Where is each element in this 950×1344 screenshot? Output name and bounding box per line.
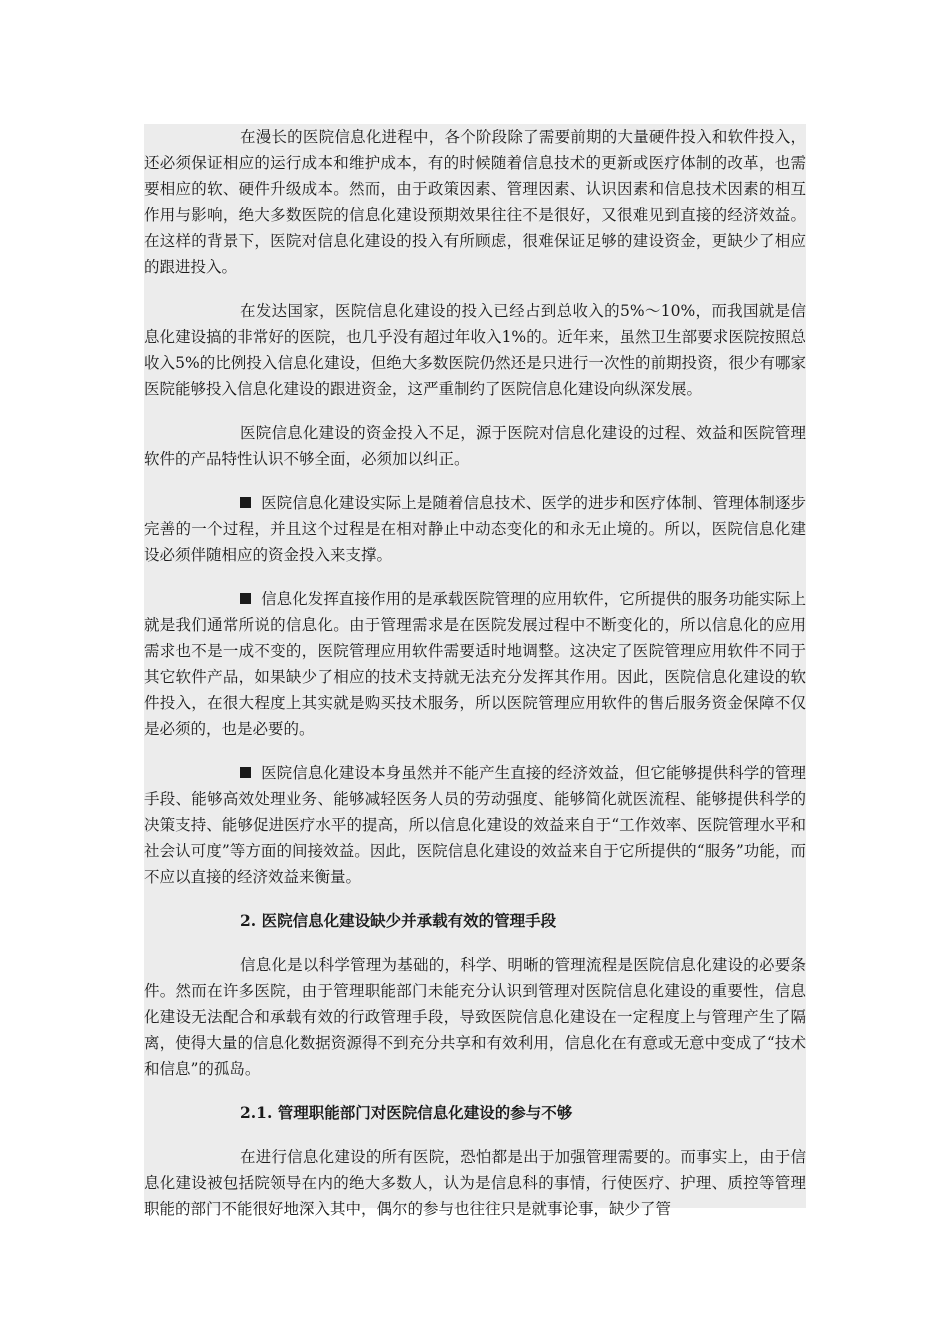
bullet-paragraph-process bbox=[144, 490, 806, 568]
paragraph-developed-countries: 在发达国家，医院信息化建设的投入已经占到总收入的5%～10%，而我国就是信息化建设搞的非常好的医院，也几乎没有超过年收入1%的。近年来，虽然卫生部要求医院按照总收入5%的比例投入信息化建设，但绝大多数医院仍然还是只进行一次性的前期投资，很少有哪家医院能够投入信息化建设的跟进资金，这严重制约了医院信息化建设向纵深发展。 bbox=[144, 302, 806, 398]
paragraph-funding-shortfall: 医院信息化建设的资金投入不足，源于医院对信息化建设的过程、效益和医院管理软件的产品特性认识不够全面，必须加以纠正。 bbox=[144, 424, 806, 468]
bullet-paragraph-benefits bbox=[144, 760, 806, 890]
bullet-paragraph-software bbox=[144, 586, 806, 742]
bullet-text: 信息化发挥直接作用的是承载医院管理的应用软件，它所提供的服务功能实际上就是我们通常所说的信息化。由于管理需求是在医院发展过程中不断变化的，所以信息化的应用需求也不是一成不变的，医院管理应用软件需要适时地调整。这决定了医院管理应用软件不同于其它软件产品，如果缺少了相应的技术支持就无法充分发挥其作用。因此，医院信息化建设的软件投入，在很大程度上其实就是购买技术服务，所以医院管理应用软件的售后服务资金保障不仅是必须的，也是必要的。 bbox=[144, 590, 806, 738]
square-bullet-icon bbox=[240, 497, 251, 508]
bullet-text: 医院信息化建设实际上是随着信息技术、医学的进步和医疗体制、管理体制逐步完善的一个过程，并且这个过程是在相对静止中动态变化的和永无止境的。所以，医院信息化建设必须伴随相应的资金投入来支撑。 bbox=[144, 494, 806, 564]
paragraph-participation: 在进行信息化建设的所有医院，恐怕都是出于加强管理需要的。而事实上，由于信息化建设被包括院领导在内的绝大多数人，认为是信息科的事情，行使医疗、护理、质控等管理职能的部门不能很好地深入其中，偶尔的参与也往往只是就事论事，缺少了管 bbox=[144, 1148, 806, 1218]
section-heading-2-1: 2.1. 管理职能部门对医院信息化建设的参与不够 bbox=[240, 1103, 573, 1122]
square-bullet-icon bbox=[240, 767, 251, 778]
bullet-text: 医院信息化建设本身虽然并不能产生直接的经济效益，但它能够提供科学的管理手段、能够高效处理业务、能够减轻医务人员的劳动强度、能够简化就医流程、能够提供科学的决策支持、能够促进医疗水平的提高，所以信息化建设的效益来自于“工作效率、医院管理水平和社会认可度”等方面的间接效益。因此，医院信息化建设的效益来自于它所提供的“服务”功能，而不应以直接的经济效益来衡量。 bbox=[144, 764, 806, 886]
paragraph-management-basis: 信息化是以科学管理为基础的，科学、明晰的管理流程是医院信息化建设的必要条件。然而在许多医院，由于管理职能部门未能充分认识到管理对医院信息化建设的重要性，信息化建设无法配合和承载有效的行政管理手段，导致医院信息化建设在一定程度上与管理产生了隔离，使得大量的信息化数据资源得不到充分共享和有效利用，信息化在有意或无意中变成了“技术和信息”的孤岛。 bbox=[144, 956, 806, 1078]
document-page bbox=[144, 124, 806, 1218]
paragraph-investment-costs: 在漫长的医院信息化进程中，各个阶段除了需要前期的大量硬件投入和软件投入，还必须保证相应的运行成本和维护成本，有的时候随着信息技术的更新或医疗体制的改革，也需要相应的软、硬件升级成本。然而，由于政策因素、管理因素、认识因素和信息技术因素的相互作用与影响，绝大多数医院的信息化建设预期效果往往不是很好，又很难见到直接的经济效益。在这样的背景下，医院对信息化建设的投入有所顾虑，很难保证足够的建设资金，更缺少了相应的跟进投入。 bbox=[144, 128, 806, 276]
square-bullet-icon bbox=[240, 593, 251, 604]
section-heading-2: 2. 医院信息化建设缺少并承载有效的管理手段 bbox=[240, 911, 557, 930]
